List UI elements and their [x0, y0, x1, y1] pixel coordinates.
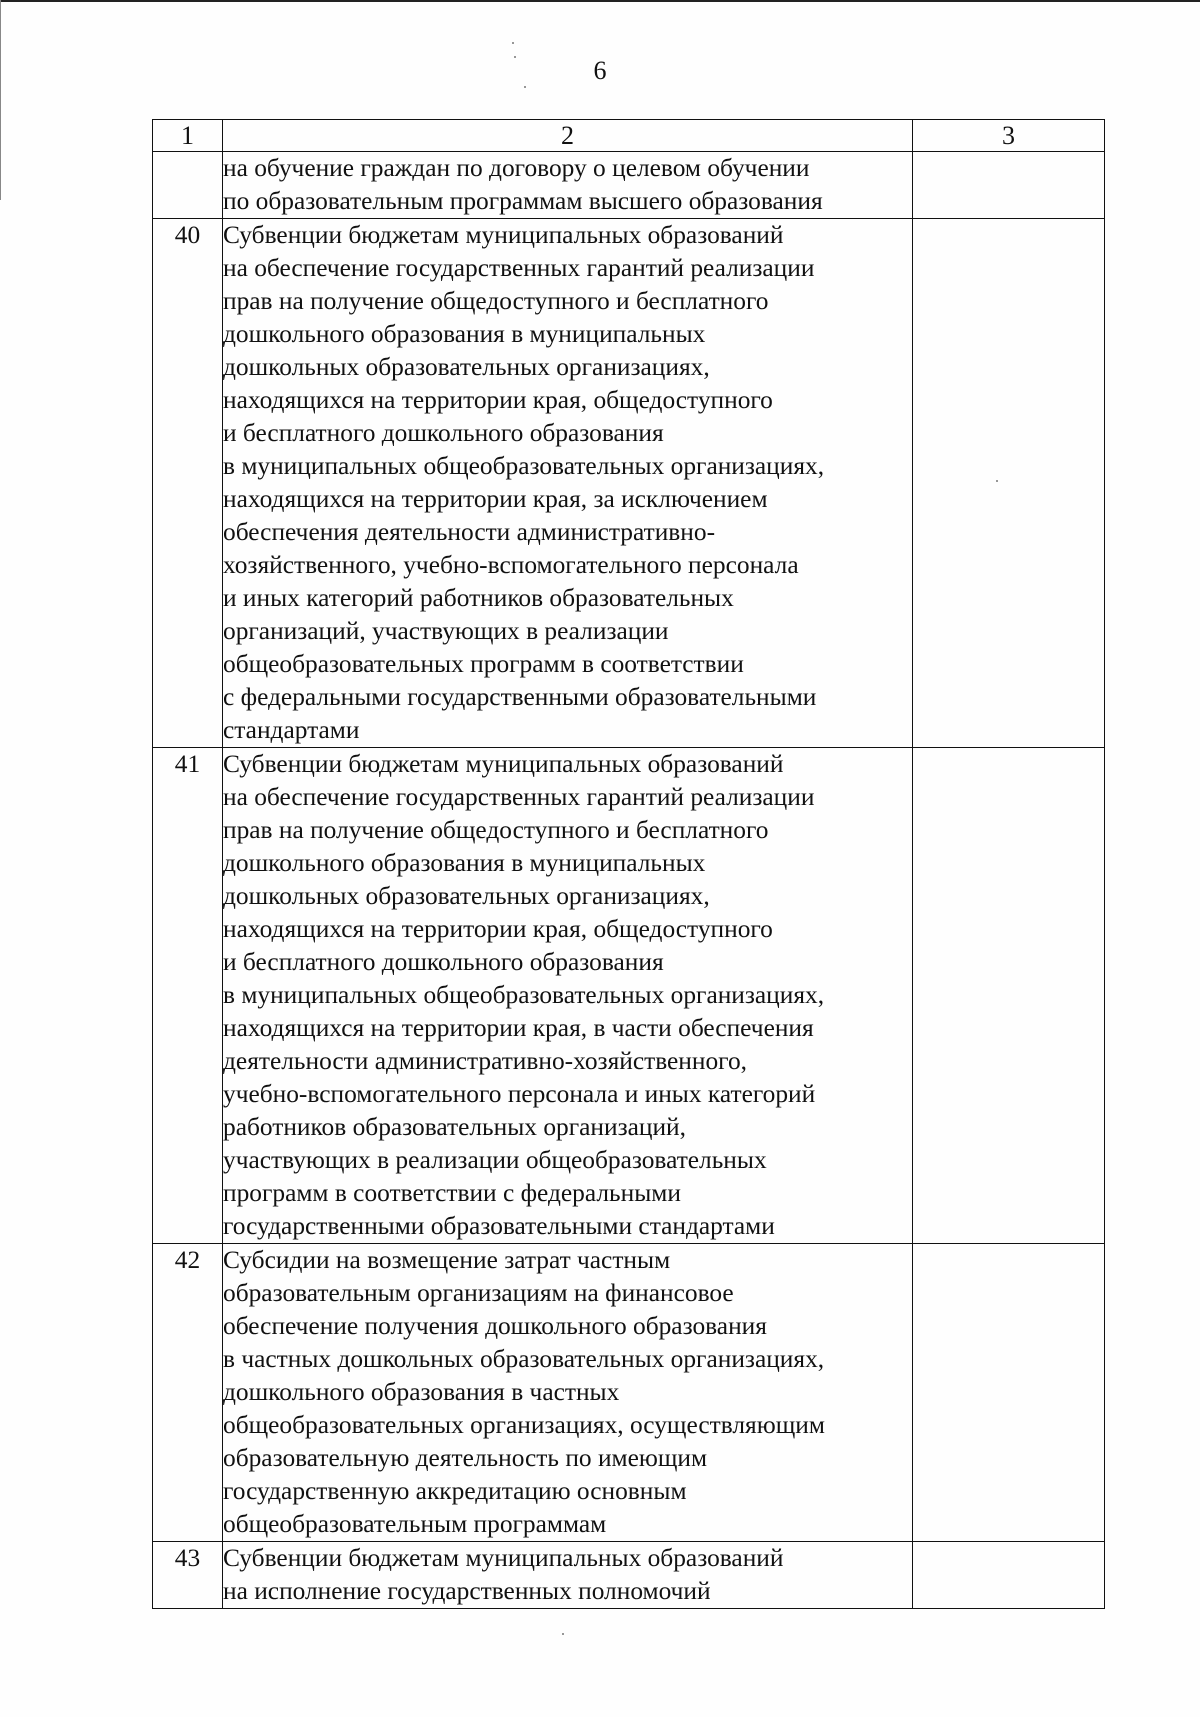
header-col-2: 2 — [223, 120, 913, 152]
description-line: на обеспечение государственных гарантий реализации — [223, 254, 815, 282]
description-line: обеспечения деятельности административно- — [223, 518, 716, 546]
row-number: 40 — [153, 219, 223, 748]
description-line: находящихся на территории края, общедоступного — [223, 915, 773, 943]
scan-edge-top — [0, 0, 1200, 2]
description-line: государственными образовательными стандартами — [223, 1212, 775, 1240]
row-number: 42 — [153, 1244, 223, 1542]
description-line: Субсидии на возмещение затрат частным — [223, 1246, 671, 1274]
row-description — [223, 1542, 913, 1609]
header-col-3: 3 — [913, 120, 1105, 152]
description-line: по образовательным программам высшего образования — [223, 187, 823, 215]
description-line: и бесплатного дошкольного образования — [223, 419, 664, 447]
description-line: в частных дошкольных образовательных организациях, — [223, 1345, 825, 1373]
page-number: 6 — [593, 56, 607, 85]
row-description — [223, 219, 913, 748]
description-line: образовательную деятельность по имеющим — [223, 1444, 708, 1472]
description-line: Субвенции бюджетам муниципальных образований — [223, 750, 784, 778]
table-row — [153, 219, 1105, 748]
description-line: прав на получение общедоступного и бесплатного — [223, 816, 769, 844]
description-line: и иных категорий работников образовательных — [223, 584, 734, 612]
description-line: стандартами — [223, 716, 360, 744]
description-line: общеобразовательных организациях, осуществляющим — [223, 1411, 825, 1439]
description-line: Субвенции бюджетам муниципальных образований — [223, 221, 784, 249]
description-line: организаций, участвующих в реализации — [223, 617, 669, 645]
description-line: на обучение граждан по договору о целевом обучении — [223, 154, 810, 182]
row-number: 43 — [153, 1542, 223, 1609]
description-line: дошкольного образования в муниципальных — [223, 320, 706, 348]
row-number: 41 — [153, 748, 223, 1244]
description-line: общеобразовательным программам — [223, 1510, 607, 1538]
description-line: на исполнение государственных полномочий — [223, 1577, 711, 1605]
row-col-3 — [913, 219, 1105, 748]
description-line: государственную аккредитацию основным — [223, 1477, 687, 1505]
row-col-3 — [913, 152, 1105, 219]
row-col-3 — [913, 1542, 1105, 1609]
row-description — [223, 152, 913, 219]
scan-speck — [562, 1633, 564, 1635]
description-line: Субвенции бюджетам муниципальных образований — [223, 1544, 784, 1572]
description-line: образовательным организациям на финансовое — [223, 1279, 734, 1307]
table-row — [153, 748, 1105, 1244]
row-col-3 — [913, 1244, 1105, 1542]
row-col-3 — [913, 748, 1105, 1244]
description-line: и бесплатного дошкольного образования — [223, 948, 664, 976]
description-line: в муниципальных общеобразовательных организациях, — [223, 981, 825, 1009]
scan-edge-left — [0, 0, 1, 200]
scan-speck — [514, 56, 516, 58]
description-line: деятельности административно-хозяйственного, — [223, 1047, 748, 1075]
description-line: общеобразовательных программ в соответствии — [223, 650, 744, 678]
description-line: хозяйственного, учебно-вспомогательного персонала — [223, 551, 799, 579]
table-row — [153, 152, 1105, 219]
scan-speck — [524, 86, 526, 88]
row-description — [223, 1244, 913, 1542]
description-line: программ в соответствии с федеральными — [223, 1179, 681, 1207]
table-row — [153, 1542, 1105, 1609]
appropriations-table — [152, 119, 1105, 1609]
description-line: дошкольного образования в частных — [223, 1378, 620, 1406]
description-line: работников образовательных организаций, — [223, 1113, 686, 1141]
table-header-row — [153, 120, 1105, 152]
description-line: дошкольных образовательных организациях, — [223, 353, 710, 381]
table-row — [153, 1244, 1105, 1542]
header-col-1: 1 — [153, 120, 223, 152]
description-line: в муниципальных общеобразовательных организациях, — [223, 452, 825, 480]
row-number — [153, 152, 223, 219]
row-description — [223, 748, 913, 1244]
description-line: на обеспечение государственных гарантий реализации — [223, 783, 815, 811]
description-line: находящихся на территории края, в части обеспечения — [223, 1014, 814, 1042]
description-line: дошкольных образовательных организациях, — [223, 882, 710, 910]
description-line: находящихся на территории края, общедоступного — [223, 386, 773, 414]
description-line: прав на получение общедоступного и бесплатного — [223, 287, 769, 315]
description-line: участвующих в реализации общеобразовательных — [223, 1146, 767, 1174]
scan-speck — [996, 480, 998, 482]
description-line: дошкольного образования в муниципальных — [223, 849, 706, 877]
description-line: обеспечение получения дошкольного образования — [223, 1312, 767, 1340]
description-line: находящихся на территории края, за исключением — [223, 485, 768, 513]
scan-speck — [512, 42, 514, 44]
description-line: учебно-вспомогательного персонала и иных категорий — [223, 1080, 816, 1108]
description-line: с федеральными государственными образовательными — [223, 683, 817, 711]
